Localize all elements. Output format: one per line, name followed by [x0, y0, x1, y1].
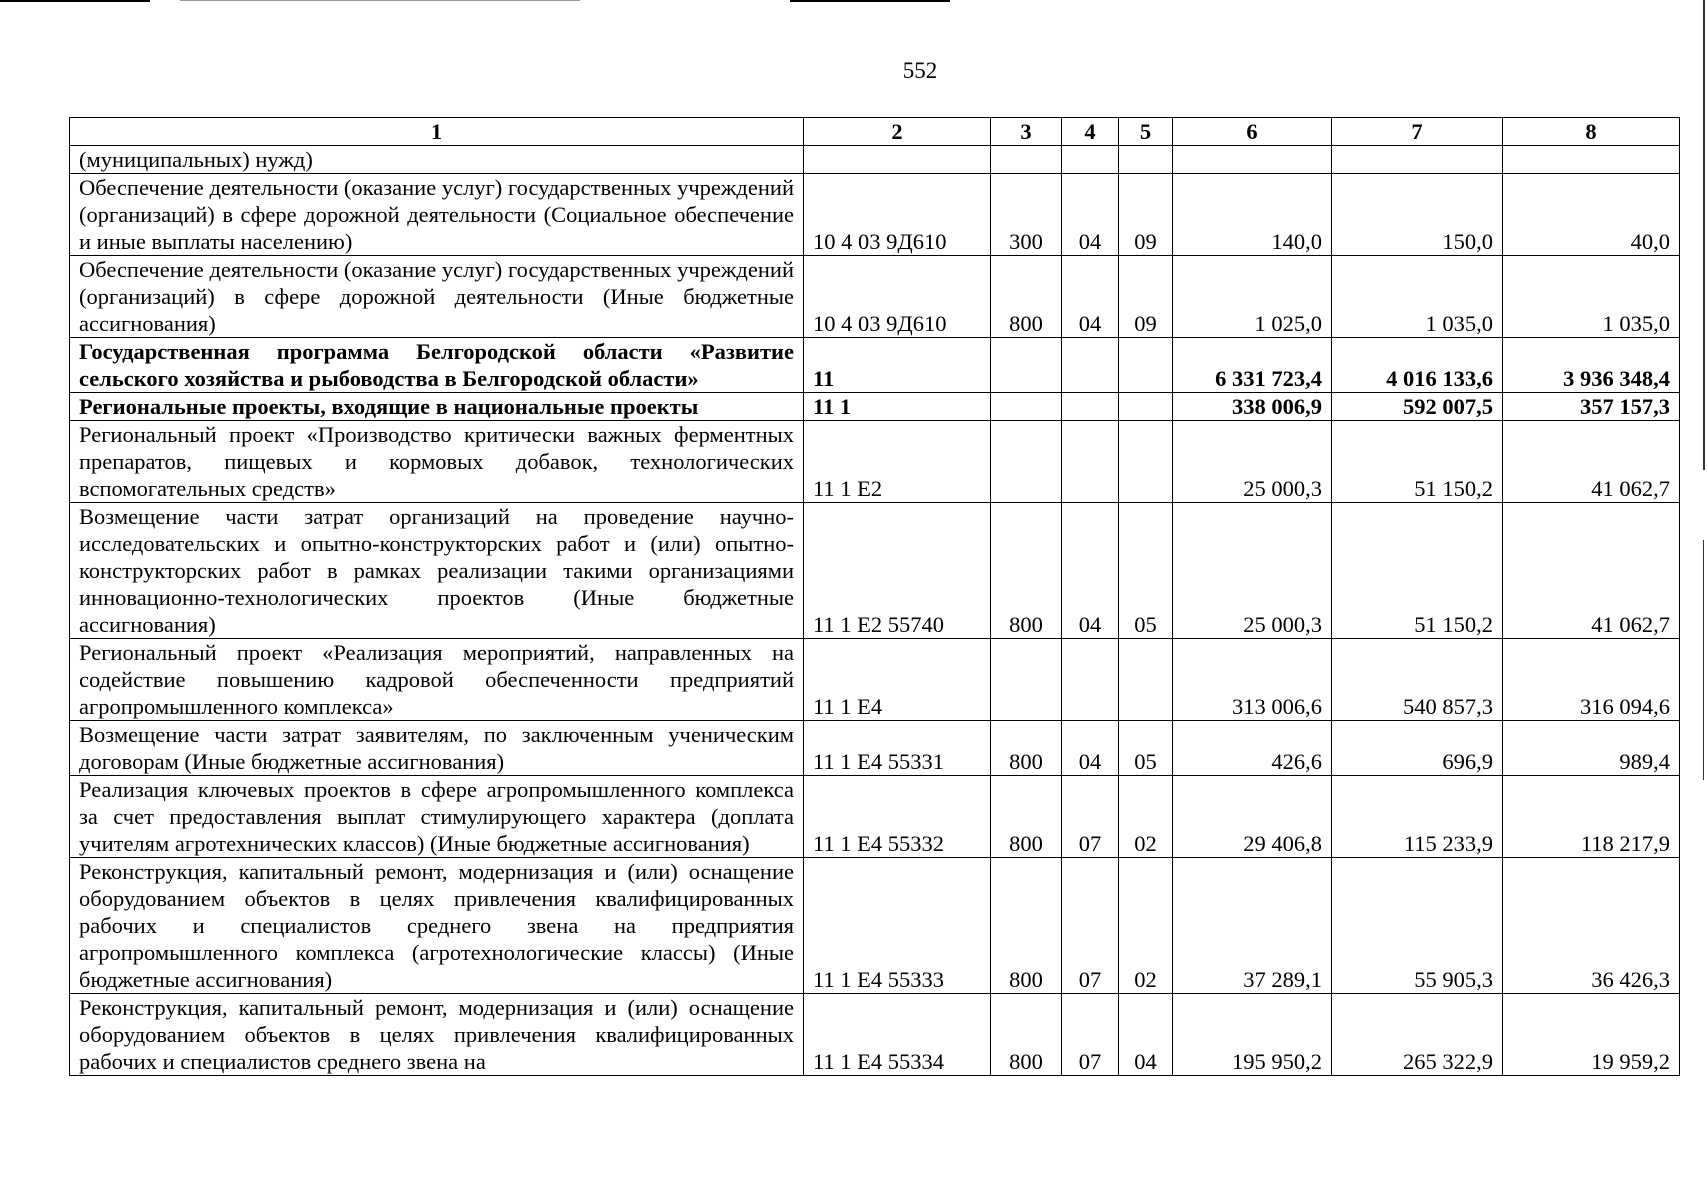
row-col8-cell	[1503, 146, 1680, 174]
row-col5-cell: 05	[1119, 721, 1173, 776]
row-col3-cell: 800	[991, 994, 1062, 1076]
row-col8-cell: 41 062,7	[1503, 503, 1680, 639]
table-row	[70, 338, 1680, 393]
table-row	[70, 721, 1680, 776]
row-name-cell: Обеспечение деятельности (оказание услуг) государственных учреждений (организаций) в сфере дорожной деятельности (Иные бюджетные ассигнования)	[70, 256, 804, 338]
row-col5-cell	[1119, 393, 1173, 421]
row-col4-cell	[1062, 421, 1119, 503]
row-code-cell: 11 1 Е4 55331	[804, 721, 991, 776]
row-col5-cell	[1119, 639, 1173, 721]
row-col7-cell: 4 016 133,6	[1332, 338, 1503, 393]
row-name-cell: Реконструкция, капитальный ремонт, модернизация и (или) оснащение оборудованием объектов в целях привлечения квалифицированных рабочих и специалистов среднего звена на	[70, 994, 804, 1076]
row-col6-cell: 195 950,2	[1173, 994, 1332, 1076]
row-col7-cell: 150,0	[1332, 174, 1503, 256]
table-header-row	[70, 118, 1680, 146]
row-col3-cell	[991, 338, 1062, 393]
header-cell: 6	[1173, 118, 1332, 146]
row-col8-cell: 40,0	[1503, 174, 1680, 256]
row-col4-cell: 04	[1062, 174, 1119, 256]
row-col5-cell	[1119, 421, 1173, 503]
row-code-cell: 10 4 03 9Д610	[804, 174, 991, 256]
row-col4-cell: 07	[1062, 994, 1119, 1076]
table-row	[70, 393, 1680, 421]
table-row	[70, 146, 1680, 174]
row-col5-cell	[1119, 146, 1173, 174]
row-col4-cell: 07	[1062, 858, 1119, 994]
row-col6-cell: 338 006,9	[1173, 393, 1332, 421]
row-col7-cell: 696,9	[1332, 721, 1503, 776]
header-cell: 4	[1062, 118, 1119, 146]
row-col7-cell: 51 150,2	[1332, 421, 1503, 503]
row-col4-cell: 07	[1062, 776, 1119, 858]
row-code-cell: 10 4 03 9Д610	[804, 256, 991, 338]
row-col5-cell: 05	[1119, 503, 1173, 639]
row-code-cell: 11 1 Е4 55334	[804, 994, 991, 1076]
scan-artifact-edge	[1703, 540, 1704, 780]
scan-artifact-line	[790, 0, 950, 2]
row-col8-cell: 19 959,2	[1503, 994, 1680, 1076]
header-cell: 8	[1503, 118, 1680, 146]
row-col4-cell	[1062, 639, 1119, 721]
row-col8-cell: 36 426,3	[1503, 858, 1680, 994]
row-name-cell: Региональный проект «Реализация мероприятий, направленных на содействие повышению кадровой обеспеченности предприятий агропромышленного комплекса»	[70, 639, 804, 721]
row-col8-cell: 118 217,9	[1503, 776, 1680, 858]
row-col6-cell	[1173, 146, 1332, 174]
table-row	[70, 776, 1680, 858]
row-name-cell: Региональный проект «Производство критически важных ферментных препаратов, пищевых и кормовых добавок, технологических вспомогательных средств»	[70, 421, 804, 503]
row-col3-cell	[991, 393, 1062, 421]
row-col3-cell: 800	[991, 503, 1062, 639]
row-col3-cell	[991, 146, 1062, 174]
row-col7-cell: 51 150,2	[1332, 503, 1503, 639]
row-col5-cell: 04	[1119, 994, 1173, 1076]
row-col7-cell: 1 035,0	[1332, 256, 1503, 338]
row-col8-cell: 3 936 348,4	[1503, 338, 1680, 393]
row-col4-cell: 04	[1062, 256, 1119, 338]
row-name-cell: Реализация ключевых проектов в сфере агропромышленного комплекса за счет предоставления выплат стимулирующего характера (доплата учителям агротехнических классов) (Иные бюджетные ассигнования)	[70, 776, 804, 858]
row-col7-cell: 540 857,3	[1332, 639, 1503, 721]
row-code-cell: 11 1 Е4 55333	[804, 858, 991, 994]
page-number: 552	[902, 58, 938, 83]
row-col8-cell: 1 035,0	[1503, 256, 1680, 338]
row-code-cell: 11 1 Е4 55332	[804, 776, 991, 858]
row-code-cell: 11 1 Е2	[804, 421, 991, 503]
row-col7-cell: 592 007,5	[1332, 393, 1503, 421]
row-name-cell: (муниципальных) нужд)	[70, 146, 804, 174]
row-col5-cell: 09	[1119, 174, 1173, 256]
row-col6-cell: 25 000,3	[1173, 421, 1332, 503]
budget-table	[69, 117, 1680, 1076]
row-name-cell: Реконструкция, капитальный ремонт, модернизация и (или) оснащение оборудованием объектов в целях привлечения квалифицированных рабочих и специалистов среднего звена на предприятия агропромышленного комплекса (агротехнологические классы) (Иные бюджетные ассигнования)	[70, 858, 804, 994]
row-col8-cell: 357 157,3	[1503, 393, 1680, 421]
table-row	[70, 639, 1680, 721]
row-col6-cell: 1 025,0	[1173, 256, 1332, 338]
row-col8-cell: 41 062,7	[1503, 421, 1680, 503]
row-col7-cell	[1332, 146, 1503, 174]
row-col6-cell: 6 331 723,4	[1173, 338, 1332, 393]
row-col6-cell: 29 406,8	[1173, 776, 1332, 858]
row-col6-cell: 426,6	[1173, 721, 1332, 776]
row-col3-cell: 800	[991, 721, 1062, 776]
row-col3-cell	[991, 639, 1062, 721]
row-col7-cell: 265 322,9	[1332, 994, 1503, 1076]
row-col3-cell	[991, 421, 1062, 503]
row-col8-cell: 989,4	[1503, 721, 1680, 776]
row-col3-cell: 300	[991, 174, 1062, 256]
row-col4-cell: 04	[1062, 721, 1119, 776]
row-col3-cell: 800	[991, 858, 1062, 994]
row-col4-cell	[1062, 338, 1119, 393]
table-row	[70, 256, 1680, 338]
scan-artifact-line	[180, 0, 580, 1]
row-code-cell: 11 1 Е4	[804, 639, 991, 721]
row-col7-cell: 115 233,9	[1332, 776, 1503, 858]
table-body	[70, 118, 1680, 1076]
table-row	[70, 858, 1680, 994]
row-name-cell: Государственная программа Белгородской области «Развитие сельского хозяйства и рыбоводства в Белгородской области»	[70, 338, 804, 393]
row-col4-cell	[1062, 393, 1119, 421]
row-col5-cell: 09	[1119, 256, 1173, 338]
header-cell: 1	[70, 118, 804, 146]
table-row	[70, 421, 1680, 503]
row-code-cell: 11 1	[804, 393, 991, 421]
header-cell: 3	[991, 118, 1062, 146]
row-col3-cell: 800	[991, 776, 1062, 858]
header-cell: 5	[1119, 118, 1173, 146]
row-col5-cell	[1119, 338, 1173, 393]
row-col6-cell: 25 000,3	[1173, 503, 1332, 639]
header-cell: 7	[1332, 118, 1503, 146]
row-code-cell: 11	[804, 338, 991, 393]
row-col6-cell: 37 289,1	[1173, 858, 1332, 994]
table-row	[70, 503, 1680, 639]
row-col4-cell	[1062, 146, 1119, 174]
row-col6-cell: 140,0	[1173, 174, 1332, 256]
row-name-cell: Возмещение части затрат заявителям, по заключенным ученическим договорам (Иные бюджетные ассигнования)	[70, 721, 804, 776]
row-code-cell	[804, 146, 991, 174]
row-col4-cell: 04	[1062, 503, 1119, 639]
row-col5-cell: 02	[1119, 858, 1173, 994]
row-col8-cell: 316 094,6	[1503, 639, 1680, 721]
table-row	[70, 994, 1680, 1076]
header-cell: 2	[804, 118, 991, 146]
row-col5-cell: 02	[1119, 776, 1173, 858]
row-col7-cell: 55 905,3	[1332, 858, 1503, 994]
table-row	[70, 174, 1680, 256]
row-col3-cell: 800	[991, 256, 1062, 338]
row-name-cell: Региональные проекты, входящие в национальные проекты	[70, 393, 804, 421]
row-col6-cell: 313 006,6	[1173, 639, 1332, 721]
row-name-cell: Возмещение части затрат организаций на проведение научно-исследовательских и опытно-конструкторских работ и (или) опытно-конструкторских работ в рамках реализации такими организациями инновационно-технологических проектов (Иные бюджетные ассигнования)	[70, 503, 804, 639]
scan-artifact-line	[0, 0, 150, 2]
row-name-cell: Обеспечение деятельности (оказание услуг) государственных учреждений (организаций) в сфере дорожной деятельности (Социальное обеспечение и иные выплаты населению)	[70, 174, 804, 256]
row-code-cell: 11 1 Е2 55740	[804, 503, 991, 639]
